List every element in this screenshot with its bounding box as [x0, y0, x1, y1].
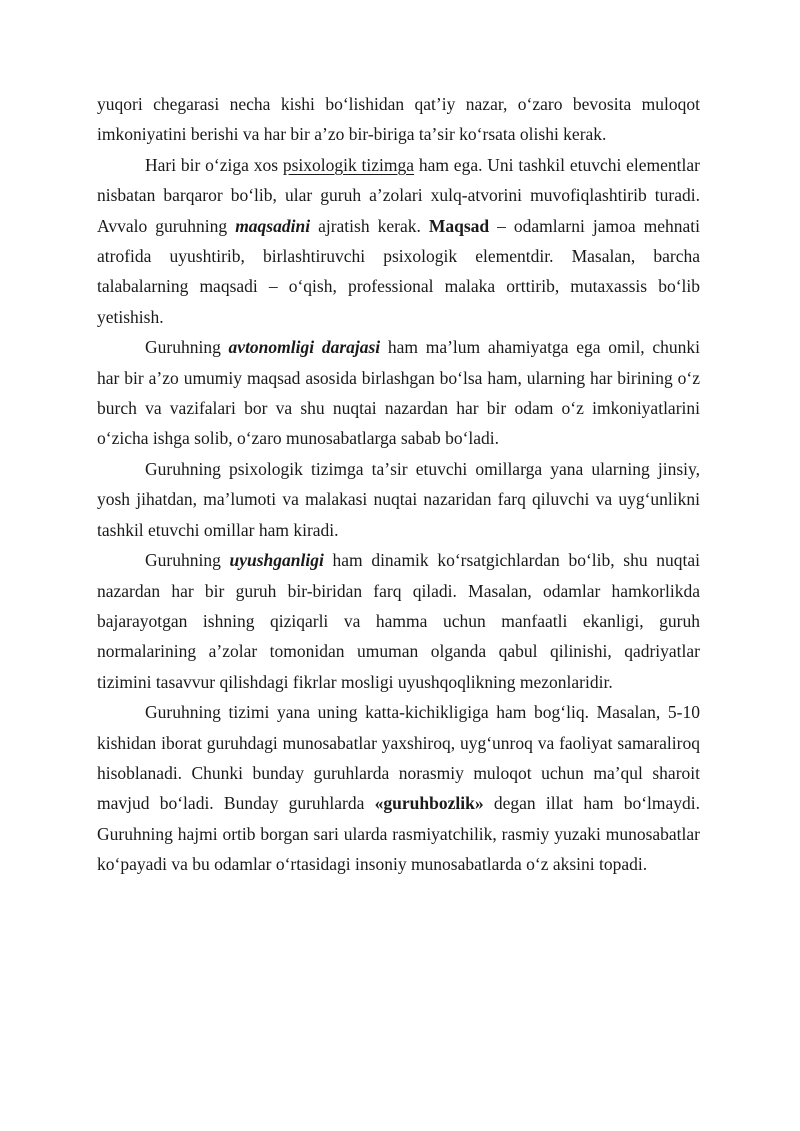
paragraph-psychological-system: [97, 150, 700, 332]
text-run: degan illat ham boʻlmaydi. Guruhning hajmi ortib borgan sari ularda rasmiyatchilik, rasmiy yuzaki munosabatlar koʻpayadi va bu odamlar oʻrtasidagi insoniy munosabatlarda oʻz aksini topadi.: [97, 793, 700, 875]
emphasized-term: maqsadini: [235, 215, 311, 236]
text-run: yuqori chegarasi necha kishi boʻlishidan qatʼiy nazar, oʻzaro bevosita muloqot imkoniyatini berishi va har bir aʼzo bir-biriga taʼsir koʻrsata olishi kerak.: [97, 94, 700, 145]
text-run: Guruhning tizimi yana uning katta-kichikligiga ham bogʻliq. Masalan, 5-10 kishidan iborat guruhdagi munosabatlar yaxshiroq, uygʻunroq va faoliyat samaraliroq hisoblanadi. Chunki bunday guruhlarda norasmiy muloqot uchun maʼqul sharoit mavjud boʻladi. Bunday guruhlarda: [97, 702, 700, 814]
document-page: [97, 89, 700, 880]
paragraph-group-size: [97, 697, 700, 879]
bold-term: «guruhbozlik»: [374, 793, 484, 814]
text-run: ajratish kerak.: [310, 215, 429, 236]
text-run: ham ega. Uni tashkil etuvchi elementlar nisbatan barqaror boʻlib, ular guruh aʼzolari xulq-atvorini muvofiqlashtirib turadi. Avvalo guruhning: [97, 154, 700, 236]
text-run: Guruhning: [145, 550, 230, 571]
bold-term: Maqsad: [428, 215, 490, 236]
underlined-term: psixologik tizimga: [282, 154, 415, 175]
paragraph-factors: [97, 454, 700, 545]
paragraph-autonomy: [97, 332, 700, 454]
text-run: – odamlarni jamoa mehnati atrofida uyushtirib, birlashtiruvchi psixologik elementdir. Masalan, barcha talabalarning maqsadi – oʻqish, professional malaka orttirib, mutaxassis boʻlib yetishish.: [97, 215, 701, 327]
paragraph-continuation: [97, 89, 700, 150]
text-run: Guruhning: [145, 337, 229, 358]
emphasized-term: uyushganligi: [229, 550, 324, 571]
text-run: ham dinamik koʻrsatgichlardan boʻlib, shu nuqtai nazardan har bir guruh bir-biridan farq qiladi. Masalan, odamlar hamkorlikda bajarayotgan ishning qiziqarli va hamma uchun manfaatli ekanligi, guruh normalarining aʼzolar tomonidan umuman olganda qabul qilinishi, qadriyatlar tizimini tasavvur qilishdagi fikrlar mosligi uyushqoqlikning mezonlaridir.: [97, 550, 700, 692]
emphasized-term: avtonomligi darajasi: [228, 337, 381, 358]
paragraph-organization: [97, 545, 700, 697]
text-run: Guruhning psixologik tizimga taʼsir etuvchi omillarga yana ularning jinsiy, yosh jihatdan, maʼlumoti va malakasi nuqtai nazaridan farq qiluvchi va uygʻunlikni tashkil etuvchi omillar ham kiradi.: [97, 458, 700, 540]
text-run: Hari bir oʻziga xos: [145, 154, 283, 175]
text-run: ham maʼlum ahamiyatga ega omil, chunki har bir aʼzo umumiy maqsad asosida birlashgan boʻlsa ham, ularning har birining oʻz burch va vazifalari bor va shu nuqtai nazardan har bir odam oʻz imkoniyatlarini oʻzicha ishga solib, oʻzaro munosabatlarga sabab boʻladi.: [97, 337, 701, 449]
